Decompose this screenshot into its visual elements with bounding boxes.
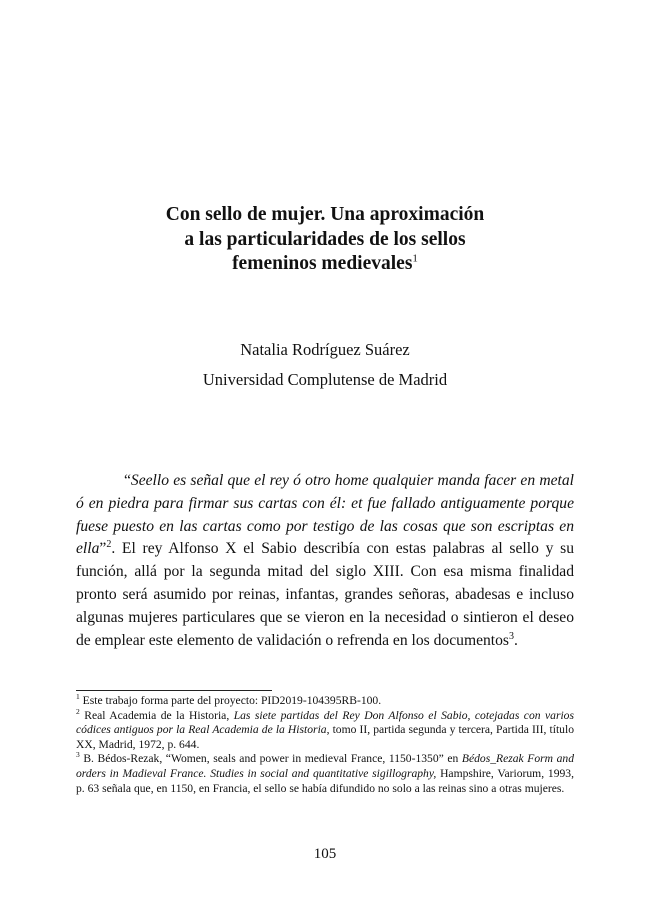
author-affiliation: Universidad Complutense de Madrid <box>202 370 448 389</box>
footnote-1-text: Este trabajo forma parte del proyecto: PID2019-104395RB-100. <box>79 694 382 707</box>
footnote-1 <box>76 694 574 709</box>
footnotes <box>76 694 574 796</box>
author-name: Natalia Rodríguez Suárez <box>240 340 410 359</box>
close-quote: ” <box>99 540 107 558</box>
chapter-title-line-3 <box>75 252 575 277</box>
footnote-2-text-post: , tomo II, partida segunda y tercera, Partida III, título XX, Madrid, 1972, p. 644. <box>76 723 574 751</box>
chapter-title-line-2: a las particularidades de los sellos <box>184 228 466 250</box>
alfonso-quote: Seello es señal que el rey ó otro home qualquier manda facer en metal ó en piedra para firmar sus cartas con él: et fue fallado antiguamente porque fuese puesto en las cartas como por testigo de las cosas que son escriptas en ella <box>76 472 574 558</box>
title-footnote-ref[interactable]: 1 <box>412 252 418 265</box>
footnote-2-number: 2 <box>76 706 80 716</box>
body-text-main: . El rey Alfonso X el Sabio describía con estas palabras al sello y su función, allá por la segunda mitad del siglo XIII. Con esa misma finalidad pronto será asumido por reinas, infantas, grandes señoras, abadesas e incluso algunas mujeres particulares que se vieron en la necesidad o sintieron el deseo de emplear este elemento de validación o refrenda en los documentos <box>76 540 574 649</box>
footnote-1-number: 1 <box>76 692 80 702</box>
footnote-2-text-pre: Real Academia de la Historia, <box>79 708 234 722</box>
chapter-title-line-1: Con sello de mujer. Una aproximación <box>165 204 485 225</box>
body-paragraph <box>76 470 574 652</box>
page-number: 105 <box>313 846 337 862</box>
footnote-ref-3[interactable]: 3 <box>509 630 514 642</box>
chapter-title-line-3-text: femeninos medievales <box>232 253 413 274</box>
footnote-2 <box>76 706 574 753</box>
footnote-3-work-title: Bédos_Rezak Form and orders in Madieval France. Studies in social and quantitative sigillography, <box>76 752 574 780</box>
footnote-separator <box>76 690 272 691</box>
footnote-3 <box>76 752 574 796</box>
body-end-period: . <box>514 631 518 649</box>
chapter-title <box>75 203 575 277</box>
footnote-2-work-title: Las siete partidas del Rey Don Alfonso el Sabio, cotejadas con varios códices antiguos por la Real Academia de la Historia <box>76 708 574 737</box>
footnote-3-text-post: Hampshire, Variorum, 1993, p. 63 señala que, en 1150, en Francia, el sello se había difundido no solo a las reinas sino a otras mujeres. <box>76 766 574 795</box>
open-quote: “ <box>124 472 131 489</box>
footnote-3-number: 3 <box>76 750 80 760</box>
footnote-3-text-pre: B. Bédos-Rezak, “Women, seals and power in medieval France, 1150-1350” en <box>79 752 462 766</box>
footnote-ref-2[interactable]: 2 <box>106 539 112 551</box>
